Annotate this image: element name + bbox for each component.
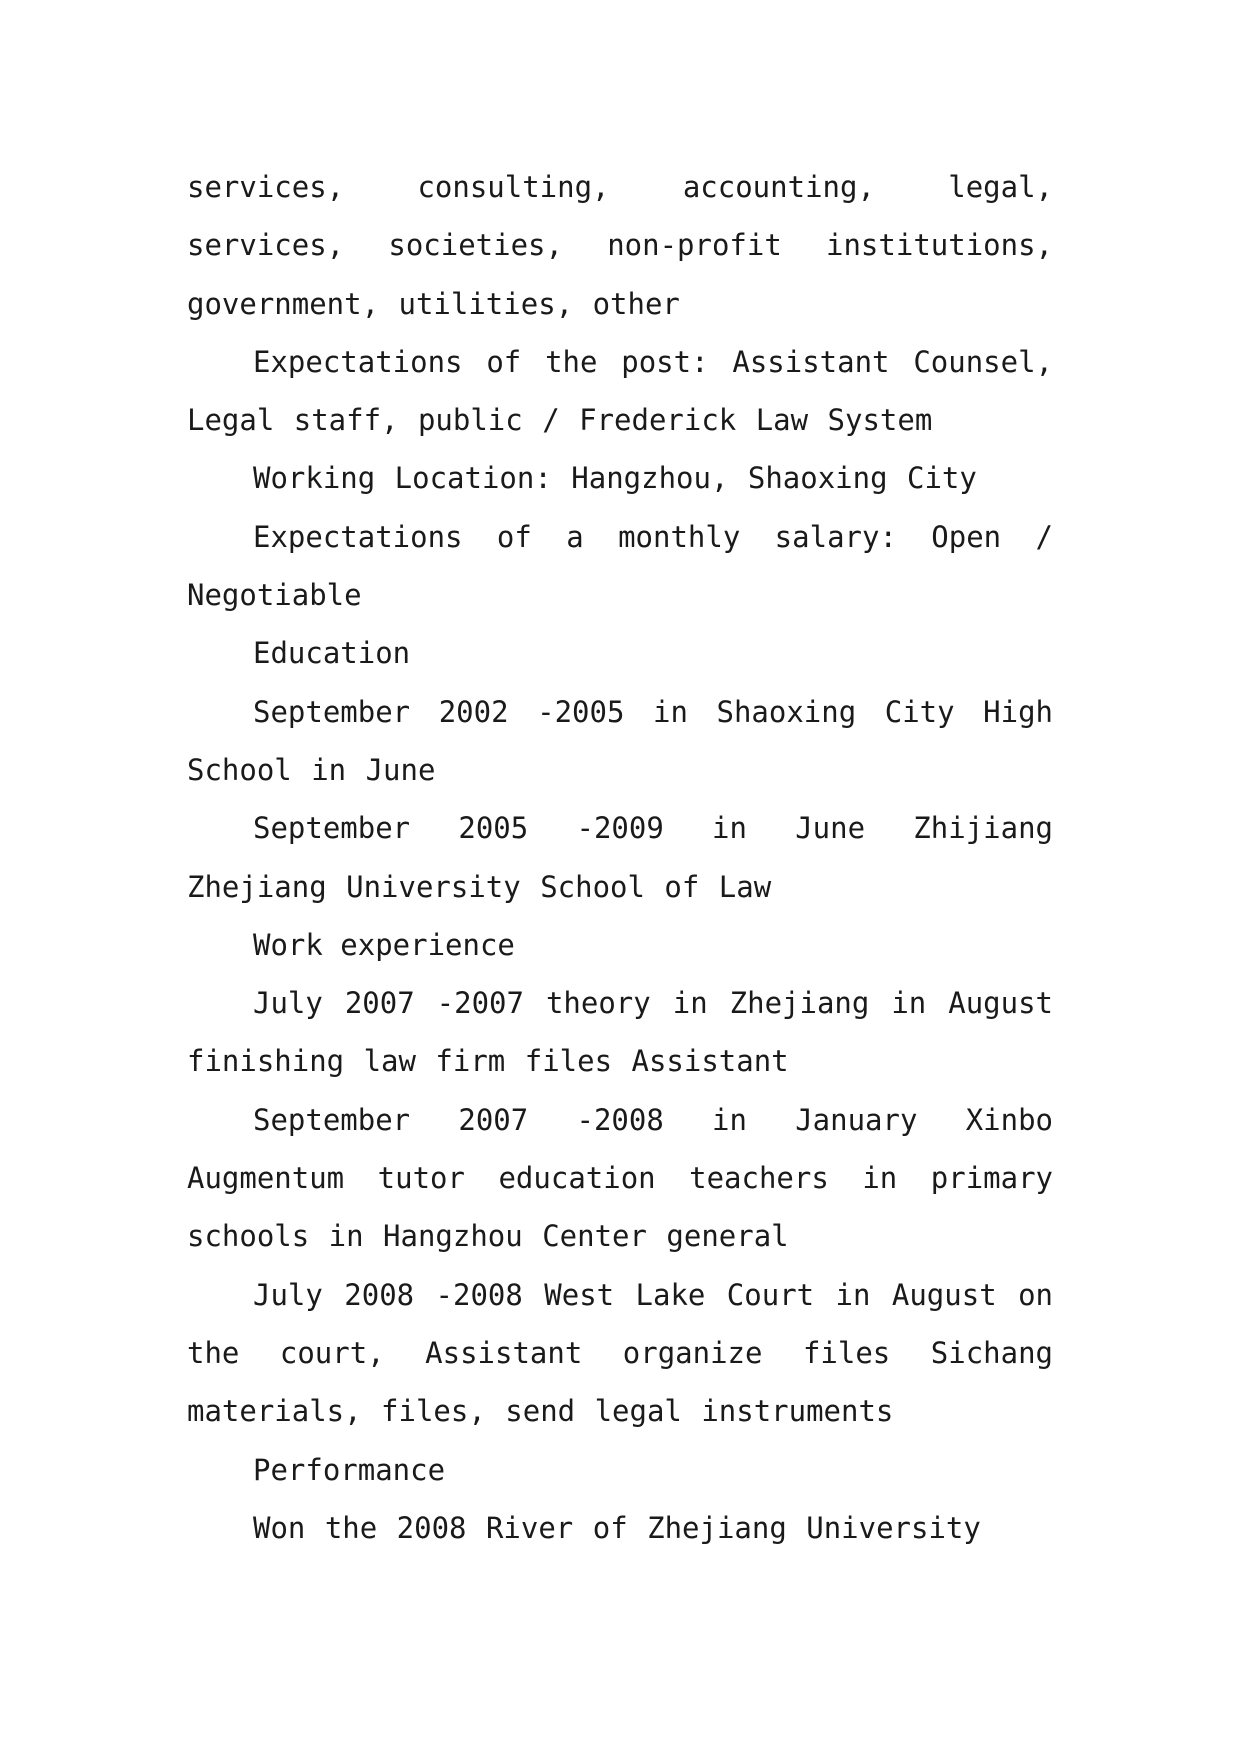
section-heading-education: Education [253, 636, 411, 671]
paragraph-performance-award: Won the 2008 River of Zhejiang University [253, 1510, 981, 1545]
paragraph-education-high-school: September 2002 -2005 in Shaoxing City High School in June [187, 694, 1053, 787]
paragraph-working-location: Working Location: Hangzhou, Shaoxing City [253, 461, 977, 496]
paragraph-work-tutor: September 2007 -2008 in January Xinbo Augmentum tutor education teachers in primary schools in Hangzhou Center general [187, 1102, 1053, 1254]
paragraph-expected-post: Expectations of the post: Assistant Counsel, Legal staff, public / Frederick Law System [187, 344, 1053, 438]
section-heading-performance: Performance [253, 1452, 446, 1487]
paragraph-monthly-salary: Expectations of a monthly salary: Open / Negotiable [187, 519, 1053, 613]
paragraph-education-university: September 2005 -2009 in June Zhijiang Zhejiang University School of Law [187, 811, 1053, 904]
section-heading-work-experience: Work experience [253, 927, 515, 962]
document-page [187, 158, 1053, 1557]
paragraph-industries: services, consulting, accounting, legal, services, societies, non-profit institutions, government, utilities, other [187, 170, 1053, 321]
paragraph-work-court: July 2008 -2008 West Lake Court in August on the court, Assistant organize files Sichang materials, files, send legal instruments [187, 1277, 1053, 1429]
paragraph-work-law-firm: July 2007 -2007 theory in Zhejiang in August finishing law firm files Assistant [187, 986, 1053, 1079]
